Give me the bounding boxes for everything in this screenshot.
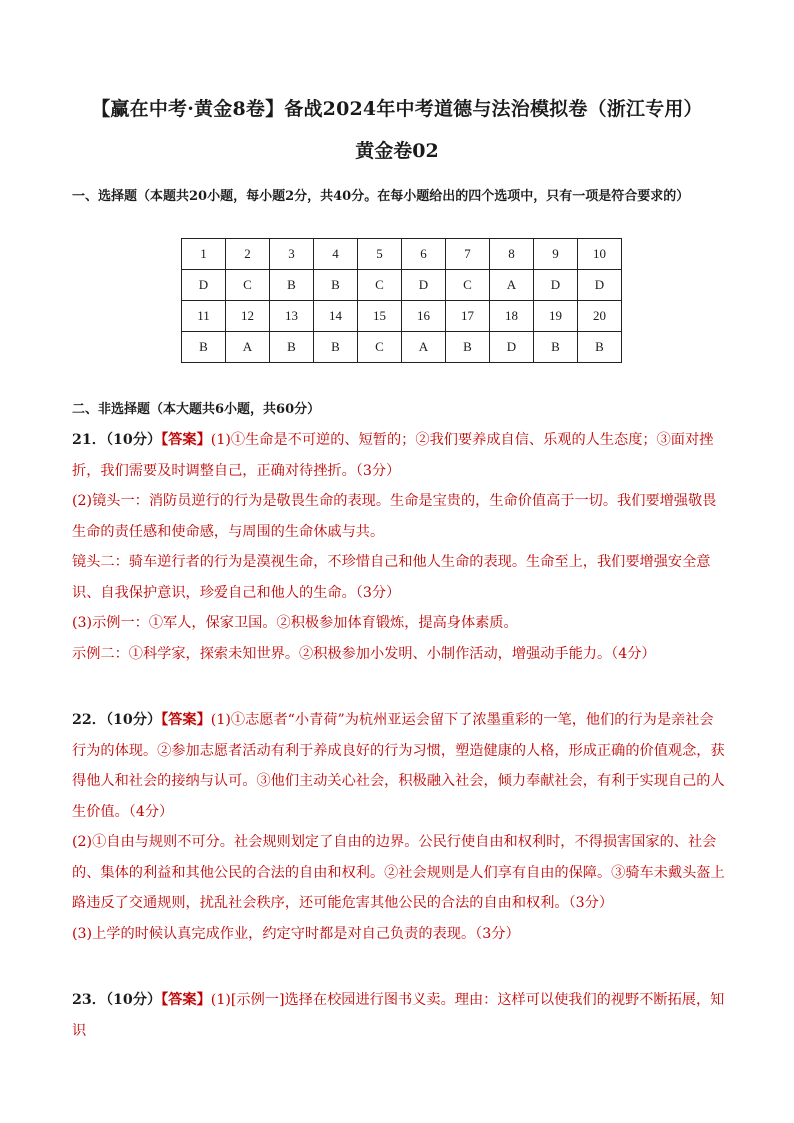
- answer-text: 生命是不可逆的、短暂的；: [245, 432, 416, 448]
- answer-tag: 【答案】: [161, 432, 211, 448]
- answer-table-number-row: [182, 301, 622, 332]
- answer-table-answer-row: [182, 270, 622, 301]
- question-number: 22．（10分）: [72, 712, 162, 728]
- answer-cell: B: [314, 270, 358, 301]
- answer-cell: D: [490, 332, 534, 363]
- answer-cell: A: [402, 332, 446, 363]
- answer-cell: B: [446, 332, 490, 363]
- question-number-cell: 8: [490, 239, 534, 270]
- answer-table: [181, 238, 622, 363]
- q21-line-1: [72, 425, 726, 486]
- q21-part-2: (2)镜头一：消防员逆行的行为是敬畏生命的表现。生命是宝贵的，生命价值高于一切。我们要增强敬畏生命的责任感和使命感，与周围的生命休戚与共。: [72, 493, 717, 540]
- question-number-cell: 18: [490, 301, 534, 332]
- answer-cell: A: [226, 332, 270, 363]
- question-number-cell: 3: [270, 239, 314, 270]
- answer-tag: 【答案】: [161, 992, 211, 1008]
- circled-number: ③: [656, 432, 671, 448]
- question-number-cell: 14: [314, 301, 358, 332]
- document-subtitle: 黄金卷02: [355, 140, 439, 162]
- question-number-cell: 6: [402, 239, 446, 270]
- answer-text: 面对挫折，我们需要及时调整自己，正确对待挫折。（3分）: [72, 432, 714, 479]
- question-number-cell: 11: [182, 301, 226, 332]
- section1-heading: 一、选择题（本题共20小题，每小题2分，共40分。在每小题给出的四个选项中，只有一项是符合要求的）: [72, 189, 690, 204]
- q22-part-2: (2)①自由与规则不可分。社会规则划定了自由的边界。公民行使自由和权利时，不得损害国家的、社会的、集体的利益和其他公民的合法的自由和权利。②社会规则是人们享有自由的保障。③骑车未戴头盔上路违反了交通规则，扰乱社会秩序，还可能危害其他公民的合法的自由和权利。（3分）: [72, 834, 725, 911]
- question-number-cell: 10: [578, 239, 622, 270]
- answer-text: 我们要养成自信、乐观的人生态度；: [429, 432, 657, 448]
- question-number-cell: 7: [446, 239, 490, 270]
- answer-cell: D: [578, 270, 622, 301]
- question-number-cell: 9: [534, 239, 578, 270]
- answer-text: (1)[示例一]选择在校园进行图书义卖。理由：这样可以使我们的视野不断拓展，知识: [72, 992, 725, 1039]
- q22-part-3: (3)上学的时候认真完成作业，约定守时都是对自己负责的表现。（3分）: [72, 925, 520, 942]
- question-number-cell: 17: [446, 301, 490, 332]
- question-number-cell: 5: [358, 239, 402, 270]
- answer-cell: C: [358, 270, 402, 301]
- answer-text: (1): [210, 432, 231, 448]
- q21-part-3-example-2: 示例二：①科学家，探索未知世界。②积极参加小发明、小制作活动，增强动手能力。（4分）: [72, 645, 656, 662]
- question-number-cell: 2: [226, 239, 270, 270]
- q21-part-2-shot-2: 镜头二：骑车逆行者的行为是漠视生命，不珍惜自己和他人生命的表现。生命至上，我们要增强安全意识、自我保护意识，珍爱自己和他人的生命。（3分）: [72, 554, 711, 601]
- question-number-cell: 20: [578, 301, 622, 332]
- question-number: 21．（10分）: [72, 432, 162, 448]
- question-number-cell: 4: [314, 239, 358, 270]
- answer-cell: B: [314, 332, 358, 363]
- answer-cell: B: [578, 332, 622, 363]
- answer-cell: B: [270, 270, 314, 301]
- question-21: [72, 425, 726, 669]
- circled-number: ①: [230, 432, 246, 448]
- answer-cell: B: [182, 332, 226, 363]
- answer-tag: 【答案】: [161, 712, 211, 728]
- question-22: [72, 705, 726, 949]
- question-number-cell: 16: [402, 301, 446, 332]
- q21-part-3: (3)示例一：①军人，保家卫国。②积极参加体育锻炼，提高身体素质。: [72, 615, 518, 631]
- question-number: 23．（10分）: [72, 992, 162, 1008]
- answer-table-number-row: [182, 239, 622, 270]
- q23-line-1: [72, 985, 726, 1046]
- question-number-cell: 13: [270, 301, 314, 332]
- answer-cell: C: [446, 270, 490, 301]
- section2-heading: 二、非选择题（本大题共6小题，共60分）: [72, 402, 321, 417]
- answer-cell: D: [182, 270, 226, 301]
- answer-cell: D: [402, 270, 446, 301]
- answer-text: (1)①志愿者“小青荷”为杭州亚运会留下了浓墨重彩的一笔，他们的行为是亲社会行为的体现。②参加志愿者活动有利于养成良好的行为习惯，塑造健康的人格，形成正确的价值观念，获得他人和社会的接纳与认可。③他们主动关心社会，积极融入社会，倾力奉献社会，有利于实现自己的人生价值。（4分）: [72, 712, 725, 820]
- question-23: [72, 985, 726, 1046]
- q22-line-1: [72, 705, 726, 827]
- circled-number: ②: [415, 432, 430, 448]
- answer-cell: C: [226, 270, 270, 301]
- answer-table-answer-row: [182, 332, 622, 363]
- question-number-cell: 19: [534, 301, 578, 332]
- answer-cell: D: [534, 270, 578, 301]
- question-number-cell: 1: [182, 239, 226, 270]
- answer-cell: A: [490, 270, 534, 301]
- question-number-cell: 12: [226, 301, 270, 332]
- answer-cell: B: [534, 332, 578, 363]
- answer-cell: B: [270, 332, 314, 363]
- document-title: 【赢在中考·黄金8卷】备战2024年中考道德与法治模拟卷（浙江专用）: [91, 98, 703, 120]
- answer-cell: C: [358, 332, 402, 363]
- question-number-cell: 15: [358, 301, 402, 332]
